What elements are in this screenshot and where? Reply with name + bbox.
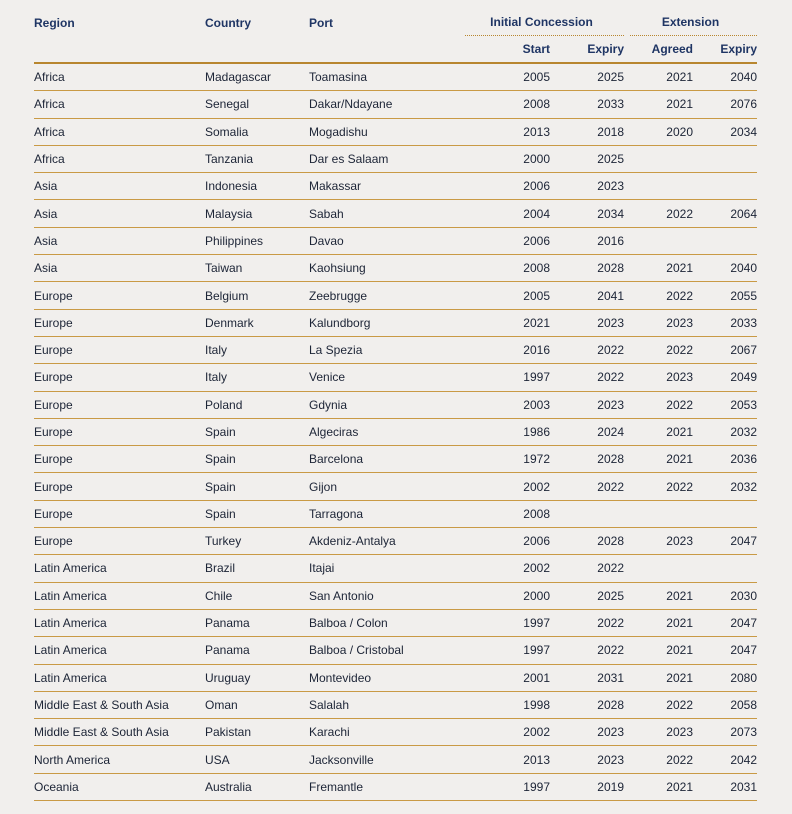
cell-start: 1997 (459, 773, 550, 800)
cell-port: Gdynia (309, 391, 459, 418)
cell-country: Tanzania (205, 145, 309, 172)
cell-country: Spain (205, 446, 309, 473)
cell-expiry: 2041 (550, 282, 624, 309)
cell-expiry: 2024 (550, 418, 624, 445)
cell-country: Spain (205, 418, 309, 445)
header-initial-concession-label: Initial Concession (490, 14, 593, 29)
cell-agreed: 2022 (624, 746, 693, 773)
cell-port: Barcelona (309, 446, 459, 473)
cell-expiry: 2022 (550, 609, 624, 636)
cell-country: Australia (205, 773, 309, 800)
cell-region: Latin America (34, 637, 205, 664)
cell-port: Sabah (309, 200, 459, 227)
table-row (34, 336, 757, 363)
cell-region: Europe (34, 309, 205, 336)
cell-agreed: 2023 (624, 528, 693, 555)
cell-start: 2003 (459, 391, 550, 418)
cell-region: Asia (34, 255, 205, 282)
header-blank-country (205, 36, 309, 63)
cell-extension-expiry: 2042 (693, 746, 757, 773)
cell-expiry: 2023 (550, 309, 624, 336)
cell-expiry: 2022 (550, 637, 624, 664)
cell-region: Africa (34, 118, 205, 145)
port-concessions-table (34, 10, 757, 801)
cell-start: 2004 (459, 200, 550, 227)
cell-extension-expiry: 2047 (693, 609, 757, 636)
cell-extension-expiry: 2055 (693, 282, 757, 309)
cell-extension-expiry: 2032 (693, 473, 757, 500)
cell-port: Zeebrugge (309, 282, 459, 309)
cell-region: Latin America (34, 664, 205, 691)
cell-extension-expiry: 2031 (693, 773, 757, 800)
cell-region: Middle East & South Asia (34, 691, 205, 718)
cell-start: 2006 (459, 227, 550, 254)
cell-expiry: 2025 (550, 145, 624, 172)
cell-extension-expiry: 2034 (693, 118, 757, 145)
cell-start: 1997 (459, 364, 550, 391)
cell-port: Itajai (309, 555, 459, 582)
cell-country: Denmark (205, 309, 309, 336)
table-row (34, 91, 757, 118)
cell-extension-expiry: 2067 (693, 336, 757, 363)
table-row (34, 446, 757, 473)
cell-expiry: 2023 (550, 173, 624, 200)
header-blank-region (34, 36, 205, 63)
cell-country: Panama (205, 609, 309, 636)
cell-agreed: 2021 (624, 418, 693, 445)
cell-extension-expiry (693, 227, 757, 254)
cell-extension-expiry: 2073 (693, 719, 757, 746)
cell-agreed: 2021 (624, 255, 693, 282)
cell-country: Panama (205, 637, 309, 664)
cell-agreed: 2021 (624, 664, 693, 691)
cell-agreed: 2021 (624, 63, 693, 91)
cell-start: 2008 (459, 500, 550, 527)
cell-agreed: 2022 (624, 691, 693, 718)
cell-port: San Antonio (309, 582, 459, 609)
cell-agreed (624, 173, 693, 200)
header-row-groups (34, 10, 757, 36)
cell-country: Senegal (205, 91, 309, 118)
cell-start: 2000 (459, 145, 550, 172)
cell-expiry: 2025 (550, 63, 624, 91)
cell-port: Venice (309, 364, 459, 391)
cell-region: Europe (34, 282, 205, 309)
cell-region: Europe (34, 336, 205, 363)
cell-start: 2005 (459, 63, 550, 91)
cell-agreed: 2022 (624, 336, 693, 363)
header-blank-port (309, 36, 459, 63)
table-row (34, 364, 757, 391)
table-row (34, 473, 757, 500)
cell-extension-expiry: 2080 (693, 664, 757, 691)
cell-expiry: 2022 (550, 336, 624, 363)
cell-extension-expiry: 2040 (693, 255, 757, 282)
table-row (34, 719, 757, 746)
table-row (34, 418, 757, 445)
cell-expiry: 2023 (550, 719, 624, 746)
cell-start: 2002 (459, 719, 550, 746)
cell-extension-expiry: 2076 (693, 91, 757, 118)
cell-expiry: 2028 (550, 255, 624, 282)
table-row (34, 63, 757, 91)
cell-country: Indonesia (205, 173, 309, 200)
cell-port: Tarragona (309, 500, 459, 527)
table-row (34, 664, 757, 691)
cell-agreed: 2021 (624, 609, 693, 636)
cell-extension-expiry (693, 500, 757, 527)
table-row (34, 582, 757, 609)
cell-extension-expiry: 2049 (693, 364, 757, 391)
cell-start: 2008 (459, 255, 550, 282)
cell-extension-expiry (693, 555, 757, 582)
cell-port: Dar es Salaam (309, 145, 459, 172)
cell-region: Europe (34, 473, 205, 500)
cell-port: Kaohsiung (309, 255, 459, 282)
cell-agreed: 2021 (624, 91, 693, 118)
table-row (34, 227, 757, 254)
table-row (34, 118, 757, 145)
cell-expiry: 2028 (550, 691, 624, 718)
cell-region: Asia (34, 227, 205, 254)
cell-agreed (624, 227, 693, 254)
cell-country: Chile (205, 582, 309, 609)
cell-start: 2001 (459, 664, 550, 691)
cell-extension-expiry: 2032 (693, 418, 757, 445)
cell-expiry: 2016 (550, 227, 624, 254)
table-row (34, 609, 757, 636)
cell-extension-expiry: 2047 (693, 637, 757, 664)
cell-country: Brazil (205, 555, 309, 582)
cell-port: Toamasina (309, 63, 459, 91)
cell-expiry: 2023 (550, 746, 624, 773)
cell-region: Latin America (34, 609, 205, 636)
cell-port: Montevideo (309, 664, 459, 691)
table-row (34, 691, 757, 718)
cell-extension-expiry: 2047 (693, 528, 757, 555)
header-extension-expiry: Expiry (693, 36, 757, 63)
cell-region: North America (34, 746, 205, 773)
cell-expiry: 2033 (550, 91, 624, 118)
cell-region: Africa (34, 145, 205, 172)
cell-agreed: 2022 (624, 391, 693, 418)
header-group-initial-concession (459, 10, 624, 36)
header-row-subcolumns (34, 36, 757, 63)
cell-country: Uruguay (205, 664, 309, 691)
cell-start: 2013 (459, 118, 550, 145)
cell-port: Salalah (309, 691, 459, 718)
cell-country: Taiwan (205, 255, 309, 282)
table-row (34, 528, 757, 555)
cell-country: Spain (205, 500, 309, 527)
cell-country: Belgium (205, 282, 309, 309)
table-row (34, 282, 757, 309)
cell-country: Italy (205, 364, 309, 391)
cell-agreed (624, 555, 693, 582)
cell-agreed (624, 145, 693, 172)
cell-region: Europe (34, 528, 205, 555)
table-row (34, 391, 757, 418)
cell-region: Europe (34, 500, 205, 527)
concession-table-container (34, 10, 757, 801)
cell-country: Italy (205, 336, 309, 363)
cell-country: Madagascar (205, 63, 309, 91)
cell-region: Asia (34, 200, 205, 227)
cell-start: 1998 (459, 691, 550, 718)
cell-agreed: 2023 (624, 364, 693, 391)
table-row (34, 555, 757, 582)
cell-start: 1972 (459, 446, 550, 473)
cell-country: Malaysia (205, 200, 309, 227)
cell-region: Africa (34, 63, 205, 91)
header-agreed: Agreed (624, 36, 693, 63)
cell-agreed: 2021 (624, 446, 693, 473)
cell-port: Balboa / Cristobal (309, 637, 459, 664)
cell-port: Makassar (309, 173, 459, 200)
cell-region: Europe (34, 364, 205, 391)
cell-port: La Spezia (309, 336, 459, 363)
cell-start: 2021 (459, 309, 550, 336)
cell-port: Karachi (309, 719, 459, 746)
cell-start: 1986 (459, 418, 550, 445)
cell-region: Africa (34, 91, 205, 118)
cell-country: Spain (205, 473, 309, 500)
header-region: Region (34, 16, 75, 30)
cell-expiry (550, 500, 624, 527)
table-row (34, 173, 757, 200)
cell-country: Oman (205, 691, 309, 718)
cell-start: 2002 (459, 473, 550, 500)
cell-expiry: 2022 (550, 473, 624, 500)
cell-port: Balboa / Colon (309, 609, 459, 636)
table-row (34, 500, 757, 527)
cell-expiry: 2025 (550, 582, 624, 609)
cell-start: 1997 (459, 609, 550, 636)
cell-extension-expiry: 2033 (693, 309, 757, 336)
cell-port: Algeciras (309, 418, 459, 445)
header-country: Country (205, 16, 251, 30)
header-expiry: Expiry (550, 36, 624, 63)
table-row (34, 200, 757, 227)
cell-region: Latin America (34, 555, 205, 582)
cell-region: Europe (34, 418, 205, 445)
cell-start: 2013 (459, 746, 550, 773)
cell-expiry: 2028 (550, 528, 624, 555)
cell-agreed: 2022 (624, 282, 693, 309)
cell-extension-expiry (693, 145, 757, 172)
cell-extension-expiry: 2040 (693, 63, 757, 91)
cell-port: Dakar/Ndayane (309, 91, 459, 118)
table-header (34, 10, 757, 63)
cell-expiry: 2022 (550, 364, 624, 391)
header-extension-rule (630, 35, 757, 36)
cell-extension-expiry: 2036 (693, 446, 757, 473)
cell-port: Akdeniz-Antalya (309, 528, 459, 555)
table-body (34, 63, 757, 801)
cell-expiry: 2031 (550, 664, 624, 691)
cell-agreed: 2022 (624, 200, 693, 227)
cell-expiry: 2018 (550, 118, 624, 145)
cell-start: 1997 (459, 637, 550, 664)
table-row (34, 309, 757, 336)
cell-port: Davao (309, 227, 459, 254)
cell-agreed: 2021 (624, 773, 693, 800)
header-port: Port (309, 16, 333, 30)
cell-expiry: 2019 (550, 773, 624, 800)
table-row (34, 637, 757, 664)
cell-extension-expiry: 2053 (693, 391, 757, 418)
cell-agreed: 2023 (624, 309, 693, 336)
cell-region: Latin America (34, 582, 205, 609)
cell-region: Middle East & South Asia (34, 719, 205, 746)
cell-extension-expiry (693, 173, 757, 200)
header-start: Start (459, 36, 550, 63)
cell-extension-expiry: 2030 (693, 582, 757, 609)
cell-port: Kalundborg (309, 309, 459, 336)
cell-agreed: 2022 (624, 473, 693, 500)
cell-expiry: 2023 (550, 391, 624, 418)
cell-expiry: 2034 (550, 200, 624, 227)
cell-start: 2008 (459, 91, 550, 118)
cell-agreed: 2023 (624, 719, 693, 746)
cell-start: 2016 (459, 336, 550, 363)
cell-agreed: 2021 (624, 582, 693, 609)
cell-country: Pakistan (205, 719, 309, 746)
cell-port: Fremantle (309, 773, 459, 800)
cell-expiry: 2028 (550, 446, 624, 473)
cell-region: Oceania (34, 773, 205, 800)
cell-start: 2006 (459, 528, 550, 555)
cell-port: Jacksonville (309, 746, 459, 773)
cell-agreed: 2021 (624, 637, 693, 664)
cell-agreed: 2020 (624, 118, 693, 145)
cell-expiry: 2022 (550, 555, 624, 582)
header-extension-label: Extension (661, 14, 720, 29)
cell-region: Europe (34, 446, 205, 473)
table-row (34, 145, 757, 172)
cell-port: Mogadishu (309, 118, 459, 145)
cell-extension-expiry: 2058 (693, 691, 757, 718)
header-group-extension (624, 10, 757, 36)
cell-country: USA (205, 746, 309, 773)
cell-start: 2005 (459, 282, 550, 309)
cell-country: Philippines (205, 227, 309, 254)
cell-start: 2002 (459, 555, 550, 582)
cell-region: Europe (34, 391, 205, 418)
header-initial-concession-rule (465, 35, 624, 36)
table-row (34, 773, 757, 800)
cell-country: Poland (205, 391, 309, 418)
cell-country: Somalia (205, 118, 309, 145)
cell-agreed (624, 500, 693, 527)
cell-extension-expiry: 2064 (693, 200, 757, 227)
cell-region: Asia (34, 173, 205, 200)
table-row (34, 255, 757, 282)
cell-start: 2006 (459, 173, 550, 200)
cell-start: 2000 (459, 582, 550, 609)
table-row (34, 746, 757, 773)
cell-port: Gijon (309, 473, 459, 500)
cell-country: Turkey (205, 528, 309, 555)
